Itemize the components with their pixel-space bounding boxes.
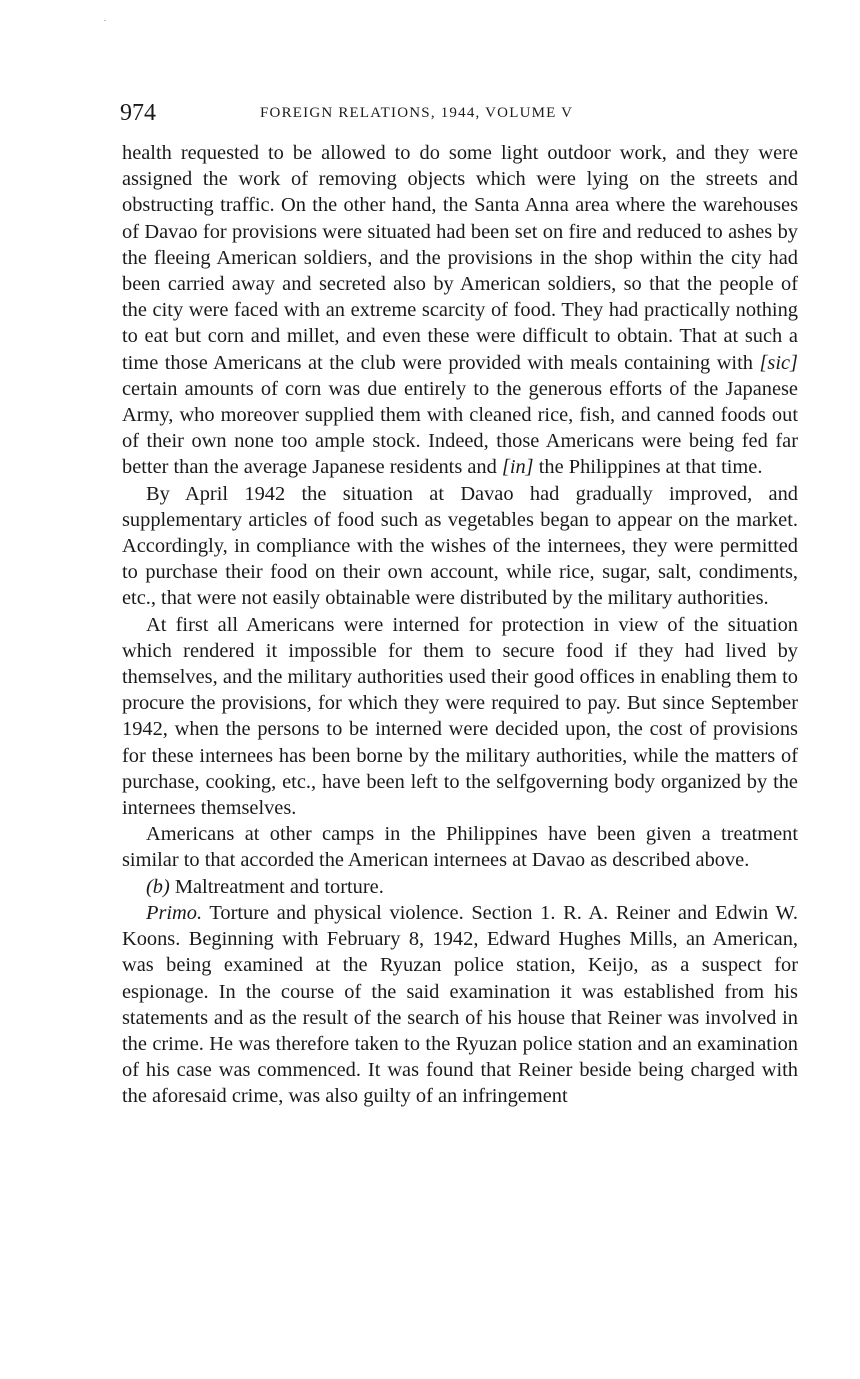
paragraph-2: By April 1942 the situation at Davao had gradually improved, and supplementary articles of food such as vegetables began to appear on the market. Accordingly, in compliance with the wishes of the internees, they were permitted to purchase their food on their own account, while rice, sugar, salt, condiments, etc., that were not easily obtainable were distributed by the military authorities. xyxy=(122,482,798,610)
paragraph-3: At first all Americans were interned for protection in view of the situation which rendered it impossible for them to secure food if they had lived by themselves, and the military authorities used their good offices in enabling them to procure the provisions, for which they were required to pay. But since September 1942, when the persons to be interned were decided upon, the cost of provisions for these internees has been borne by the military authorities, while the matters of purchase, cooking, etc., have been left to the selfgoverning body organized by the internees themselves. xyxy=(122,613,798,820)
paragraph-1-text-b: certain amounts of corn was due entirely to the generous efforts of the Japanese Army, who moreover supplied them with cleaned rice, fish, and canned foods out of their own none too ample stock. Indeed, those Americans were being fed far better than the average Japanese residents and xyxy=(122,377,798,479)
section-label: (b) xyxy=(146,875,170,898)
in-annotation: [in] xyxy=(501,456,534,479)
paragraph-1-text-c: the Philippines at that time. xyxy=(533,456,763,479)
paragraph-primo xyxy=(122,900,798,1110)
paragraph-1-text-a: health requested to be allowed to do some light outdoor work, and they were assigned the work of removing objects which were lying on the streets and obstructing traffic. On the other hand, the Santa Anna area where the warehouses of Davao for provisions were situated had been set on fire and reduced to ashes by the fleeing American soldiers, and the provisions in the shop within the city had been carried away and secreted also by American soldiers, so that the people of the city were faced with an extreme scarcity of food. They had practically nothing to eat but corn and millet, and even these were difficult to obtain. That at such a time those Americans at the club were provided with meals containing with xyxy=(122,142,798,374)
section-heading-maltreatment xyxy=(122,874,798,900)
section-title: Maltreatment and torture. xyxy=(169,875,384,898)
page-number: 974 xyxy=(120,100,156,126)
primo-text: Torture and physical violence. Section 1. R. A. Reiner and Edwin W. Koons. Beginning with February 8, 1942, Edward Hughes Mills, an American, was being examined at the Ryuzan police station, Keijo, as a suspect for espionage. In the course of the said examination it was established from his statements and as the result of the search of his house that Reiner was involved in the crime. He was therefore taken to the Ryuzan police station and an examination of his case was commenced. It was found that Reiner beside being charged with the aforesaid crime, was also guilty of an infringement xyxy=(122,901,798,1108)
sic-annotation: [sic] xyxy=(759,351,798,374)
scan-mark xyxy=(104,20,106,21)
primo-lead: Primo. xyxy=(146,901,203,924)
paragraph-1 xyxy=(122,140,798,481)
page-header xyxy=(120,98,800,128)
running-head: FOREIGN RELATIONS, 1944, VOLUME V xyxy=(260,105,574,121)
paragraph-4: Americans at other camps in the Philippines have been given a treatment similar to that accorded the American internees at Davao as described above. xyxy=(122,823,798,872)
body-text xyxy=(122,140,798,1110)
